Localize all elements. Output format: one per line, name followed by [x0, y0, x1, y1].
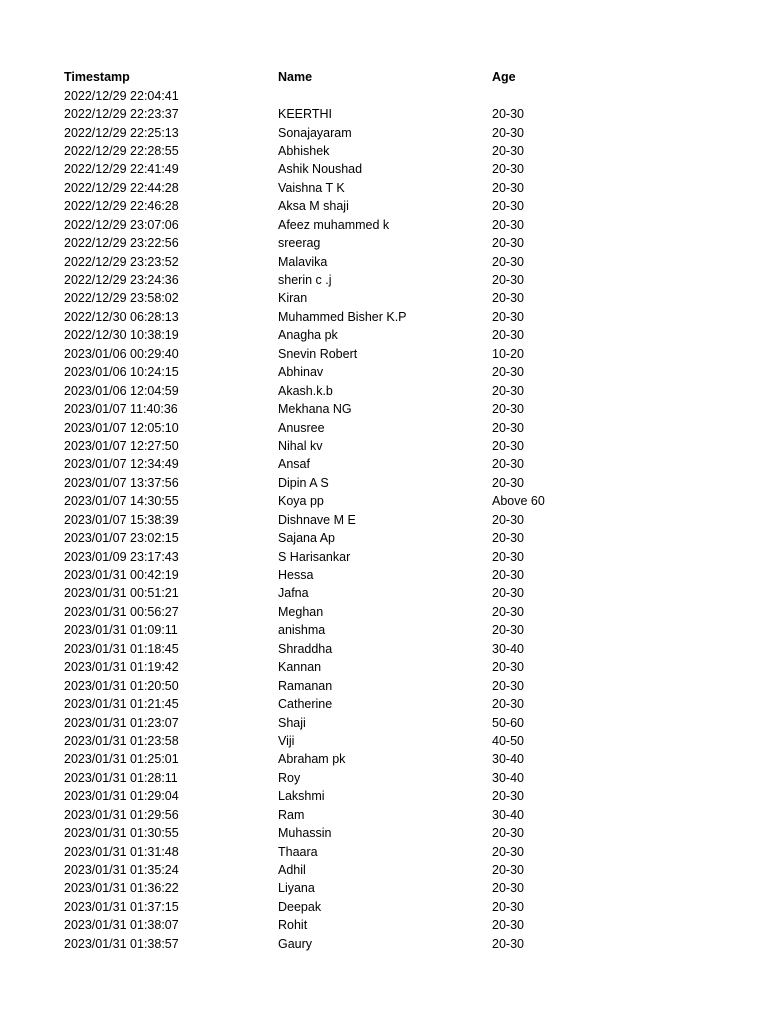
name-cell: Akash.k.b — [278, 383, 333, 398]
table-row — [64, 400, 704, 418]
age-cell: 20-30 — [492, 936, 524, 951]
age-cell: 20-30 — [492, 844, 524, 859]
table-row — [64, 437, 704, 455]
name-cell: Mekhana NG — [278, 402, 352, 417]
timestamp-cell: 2023/01/07 13:37:56 — [64, 475, 179, 490]
age-cell: 30-40 — [492, 752, 524, 767]
name-cell: KEERTHI — [278, 107, 332, 122]
table-row — [64, 511, 704, 529]
name-cell: Liyana — [278, 881, 315, 896]
table-row — [64, 252, 704, 270]
table-row — [64, 326, 704, 344]
table-row — [64, 806, 704, 824]
age-cell: 20-30 — [492, 383, 524, 398]
timestamp-cell: 2022/12/29 22:23:37 — [64, 107, 179, 122]
timestamp-cell: 2023/01/31 00:42:19 — [64, 568, 179, 583]
timestamp-cell: 2023/01/31 01:35:24 — [64, 863, 179, 878]
name-cell: Anagha pk — [278, 328, 338, 343]
age-cell: 20-30 — [492, 199, 524, 214]
age-cell: 20-30 — [492, 549, 524, 564]
timestamp-cell: 2022/12/29 22:28:55 — [64, 143, 179, 158]
table-row — [64, 345, 704, 363]
name-cell: Malavika — [278, 254, 328, 269]
table-header-row — [64, 68, 704, 86]
age-cell: 20-30 — [492, 789, 524, 804]
name-cell: Ashik Noushad — [278, 162, 363, 177]
name-cell: Thaara — [278, 844, 318, 859]
timestamp-cell: 2023/01/31 01:36:22 — [64, 881, 179, 896]
timestamp-cell: 2023/01/31 01:23:58 — [64, 733, 179, 748]
age-cell: 20-30 — [492, 420, 524, 435]
name-cell: Koya pp — [278, 494, 324, 509]
age-cell: 20-30 — [492, 678, 524, 693]
age-cell: 20-30 — [492, 604, 524, 619]
data-table — [64, 68, 704, 953]
name-cell: Jafna — [278, 586, 309, 601]
timestamp-cell: 2022/12/30 06:28:13 — [64, 309, 179, 324]
table-row — [64, 179, 704, 197]
table-row — [64, 824, 704, 842]
timestamp-cell: 2023/01/06 00:29:40 — [64, 346, 179, 361]
timestamp-cell: 2023/01/31 01:09:11 — [64, 623, 178, 638]
name-cell: Viji — [278, 733, 295, 748]
age-cell: 20-30 — [492, 512, 524, 527]
column-header-timestamp: Timestamp — [64, 70, 130, 85]
age-cell: 20-30 — [492, 586, 524, 601]
table-row — [64, 713, 704, 731]
timestamp-cell: 2023/01/31 01:30:55 — [64, 826, 179, 841]
timestamp-cell: 2023/01/09 23:17:43 — [64, 549, 179, 564]
timestamp-cell: 2023/01/07 15:38:39 — [64, 512, 179, 527]
table-row — [64, 842, 704, 860]
name-cell: Sajana Ap — [278, 531, 335, 546]
name-cell: Abraham pk — [278, 752, 346, 767]
timestamp-cell: 2023/01/31 01:29:04 — [64, 789, 179, 804]
name-cell: Afeez muhammed k — [278, 217, 390, 232]
age-cell: 40-50 — [492, 733, 524, 748]
timestamp-cell: 2023/01/07 23:02:15 — [64, 531, 179, 546]
age-cell: 20-30 — [492, 143, 524, 158]
age-cell: 20-30 — [492, 697, 524, 712]
table-row — [64, 769, 704, 787]
name-cell: Vaishna T K — [278, 180, 345, 195]
timestamp-cell: 2023/01/07 12:27:50 — [64, 438, 179, 453]
timestamp-cell: 2023/01/31 01:19:42 — [64, 660, 179, 675]
age-cell: 20-30 — [492, 291, 524, 306]
table-row — [64, 418, 704, 436]
timestamp-cell: 2022/12/29 23:58:02 — [64, 291, 179, 306]
age-cell: 20-30 — [492, 180, 524, 195]
table-row — [64, 216, 704, 234]
name-cell: Adhil — [278, 863, 306, 878]
name-cell: Roy — [278, 770, 301, 785]
column-header-age: Age — [492, 70, 516, 85]
table-row — [64, 935, 704, 953]
name-cell: sreerag — [278, 236, 321, 251]
age-cell: 50-60 — [492, 715, 524, 730]
age-cell: 20-30 — [492, 309, 524, 324]
table-body — [64, 86, 704, 953]
age-cell: 20-30 — [492, 826, 524, 841]
timestamp-cell: 2023/01/31 01:18:45 — [64, 641, 179, 656]
age-cell: 30-40 — [492, 770, 524, 785]
name-cell: Muhammed Bisher K.P — [278, 309, 407, 324]
table-row — [64, 455, 704, 473]
table-row — [64, 234, 704, 252]
table-row — [64, 603, 704, 621]
timestamp-cell: 2022/12/29 22:44:28 — [64, 180, 179, 195]
timestamp-cell: 2022/12/29 23:07:06 — [64, 217, 179, 232]
age-cell: 20-30 — [492, 531, 524, 546]
table-row — [64, 363, 704, 381]
name-cell: Sonajayaram — [278, 125, 352, 140]
age-cell: 20-30 — [492, 623, 524, 638]
name-cell: Kiran — [278, 291, 308, 306]
timestamp-cell: 2023/01/06 12:04:59 — [64, 383, 179, 398]
timestamp-cell: 2023/01/31 01:37:15 — [64, 899, 179, 914]
age-cell: 20-30 — [492, 236, 524, 251]
name-cell: Shaji — [278, 715, 306, 730]
table-row — [64, 381, 704, 399]
age-cell: 20-30 — [492, 254, 524, 269]
table-row — [64, 529, 704, 547]
age-cell: 10-20 — [492, 346, 524, 361]
table-row — [64, 289, 704, 307]
age-cell: 20-30 — [492, 107, 524, 122]
age-cell: 20-30 — [492, 457, 524, 472]
name-cell: Lakshmi — [278, 789, 325, 804]
timestamp-cell: 2023/01/06 10:24:15 — [64, 365, 179, 380]
table-row — [64, 86, 704, 104]
name-cell: sherin c .j — [278, 273, 332, 288]
name-cell: Dipin A S — [278, 475, 329, 490]
name-cell: Abhishek — [278, 143, 330, 158]
name-cell: Rohit — [278, 918, 308, 933]
name-cell: Abhinav — [278, 365, 324, 380]
timestamp-cell: 2022/12/29 23:23:52 — [64, 254, 179, 269]
table-row — [64, 750, 704, 768]
table-row — [64, 160, 704, 178]
age-cell: 20-30 — [492, 438, 524, 453]
timestamp-cell: 2022/12/29 22:41:49 — [64, 162, 179, 177]
timestamp-cell: 2023/01/31 01:38:57 — [64, 936, 179, 951]
name-cell: Ansaf — [278, 457, 310, 472]
table-row — [64, 474, 704, 492]
name-cell: Ramanan — [278, 678, 333, 693]
age-cell: 30-40 — [492, 641, 524, 656]
name-cell: Hessa — [278, 568, 314, 583]
name-cell: anishma — [278, 623, 326, 638]
timestamp-cell: 2023/01/31 01:28:11 — [64, 770, 178, 785]
table-row — [64, 879, 704, 897]
table-row — [64, 621, 704, 639]
age-cell: 20-30 — [492, 660, 524, 675]
age-cell: 20-30 — [492, 365, 524, 380]
age-cell: 20-30 — [492, 125, 524, 140]
age-cell: 20-30 — [492, 881, 524, 896]
name-cell: Anusree — [278, 420, 325, 435]
age-cell: 20-30 — [492, 918, 524, 933]
name-cell: Deepak — [278, 899, 322, 914]
name-cell: Catherine — [278, 697, 333, 712]
table-row — [64, 695, 704, 713]
name-cell: Shraddha — [278, 641, 333, 656]
timestamp-cell: 2023/01/31 01:38:07 — [64, 918, 179, 933]
table-row — [64, 308, 704, 326]
timestamp-cell: 2022/12/29 23:22:56 — [64, 236, 179, 251]
table-row — [64, 271, 704, 289]
timestamp-cell: 2022/12/29 22:25:13 — [64, 125, 179, 140]
name-cell: Ram — [278, 807, 305, 822]
name-cell: Aksa M shaji — [278, 199, 349, 214]
name-cell: Muhassin — [278, 826, 332, 841]
table-row — [64, 492, 704, 510]
table-row — [64, 584, 704, 602]
age-cell: 20-30 — [492, 273, 524, 288]
column-header-name: Name — [278, 70, 313, 85]
timestamp-cell: 2023/01/31 00:56:27 — [64, 604, 179, 619]
timestamp-cell: 2023/01/07 12:05:10 — [64, 420, 179, 435]
table-row — [64, 547, 704, 565]
table-row — [64, 105, 704, 123]
name-cell: Kannan — [278, 660, 322, 675]
timestamp-cell: 2022/12/29 23:24:36 — [64, 273, 179, 288]
timestamp-cell: 2023/01/07 14:30:55 — [64, 494, 179, 509]
table-row — [64, 861, 704, 879]
timestamp-cell: 2023/01/31 01:31:48 — [64, 844, 179, 859]
age-cell: 20-30 — [492, 475, 524, 490]
name-cell: Meghan — [278, 604, 324, 619]
table-row — [64, 142, 704, 160]
timestamp-cell: 2023/01/31 01:25:01 — [64, 752, 179, 767]
timestamp-cell: 2023/01/31 01:29:56 — [64, 807, 179, 822]
timestamp-cell: 2023/01/31 01:20:50 — [64, 678, 179, 693]
timestamp-cell: 2023/01/31 01:23:07 — [64, 715, 179, 730]
table-row — [64, 197, 704, 215]
timestamp-cell: 2023/01/07 11:40:36 — [64, 402, 178, 417]
name-cell: Gaury — [278, 936, 313, 951]
name-cell: Snevin Robert — [278, 346, 358, 361]
table-row — [64, 916, 704, 934]
age-cell: 20-30 — [492, 899, 524, 914]
age-cell: 20-30 — [492, 863, 524, 878]
timestamp-cell: 2022/12/29 22:46:28 — [64, 199, 179, 214]
timestamp-cell: 2023/01/31 01:21:45 — [64, 697, 179, 712]
table-row — [64, 658, 704, 676]
table-row — [64, 640, 704, 658]
timestamp-cell: 2022/12/29 22:04:41 — [64, 88, 179, 103]
age-cell: 20-30 — [492, 568, 524, 583]
timestamp-cell: 2023/01/31 00:51:21 — [64, 586, 179, 601]
table-row — [64, 732, 704, 750]
age-cell: 20-30 — [492, 328, 524, 343]
name-cell: S Harisankar — [278, 549, 351, 564]
table-row — [64, 676, 704, 694]
table-row — [64, 898, 704, 916]
name-cell: Dishnave M E — [278, 512, 356, 527]
timestamp-cell: 2022/12/30 10:38:19 — [64, 328, 179, 343]
table-row — [64, 566, 704, 584]
age-cell: 20-30 — [492, 402, 524, 417]
timestamp-cell: 2023/01/07 12:34:49 — [64, 457, 179, 472]
age-cell: Above 60 — [492, 494, 545, 509]
age-cell: 30-40 — [492, 807, 524, 822]
name-cell: Nihal kv — [278, 438, 323, 453]
table-row — [64, 787, 704, 805]
age-cell: 20-30 — [492, 217, 524, 232]
table-row — [64, 123, 704, 141]
age-cell: 20-30 — [492, 162, 524, 177]
